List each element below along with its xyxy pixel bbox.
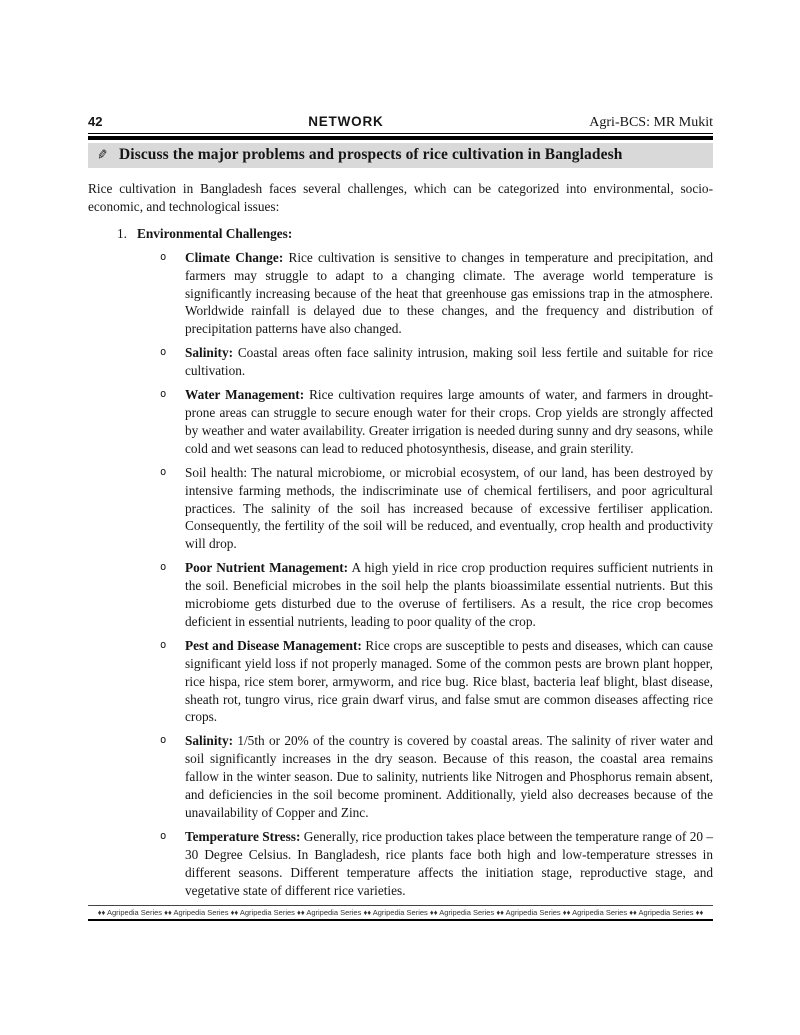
bullet-marker-icon: o <box>160 346 167 359</box>
header-right-title: Agri-BCS: MR Mukit <box>589 115 713 130</box>
question-title: Discuss the major problems and prospects of rice cultivation in Bangladesh <box>119 146 623 163</box>
bullet-text: 1/5th or 20% of the country is covered by coastal areas. The salinity of river water and soil significantly increases in the dry season. Because of this reason, the coastal area remains fallow in the winter season. Due to salinity, nutrients like Nitrogen and Phosphorus remain absent, and deficiencies in the soil become prominent. Additionally, yield also decreases because of the unavailability of Copper and Zinc. <box>185 733 713 820</box>
bullet-label: Poor Nutrient Management: <box>185 560 349 576</box>
bullet-label: Salinity: <box>185 733 234 749</box>
section-number: 1. <box>117 225 127 241</box>
bullet-paragraph <box>185 386 713 458</box>
bullet-paragraph <box>185 249 713 339</box>
bullet-text: Rice crops are susceptible to pests and diseases, which can cause significant yield loss if not properly managed. Some of the common pests are brown plant hopper, rice hispa, rice stem borer, armyworm, and rice bug. Rice blast, bacteria leaf blight, blast disease, sheath rot, tungro virus, rice grain dwarf virus, and false smut are common diseases affecting rice crops. <box>185 637 713 725</box>
bullet-label: Pest and Disease Management: <box>185 637 362 653</box>
bullet-marker-icon: o <box>160 638 167 651</box>
footer-series-text: ♦♦ Agripedia Series ♦♦ Agripedia Series ♦♦ Agripedia Series ♦♦ Agripedia Series ♦♦ Agripedia Series ♦♦ Agripedia Series ♦♦ Agripedia Series ♦♦ Agripedia Series ♦♦ Agripedia Series ♦♦ <box>97 907 704 917</box>
bullet-item <box>88 828 713 900</box>
bullet-label: Water Management: <box>185 387 305 403</box>
bullet-marker-icon: o <box>160 250 167 263</box>
bullet-paragraph <box>185 344 713 380</box>
bullet-marker-icon: o <box>160 829 167 842</box>
bullet-item <box>88 344 713 380</box>
bullet-item <box>88 249 713 339</box>
intro-paragraph: Rice cultivation in Bangladesh faces several challenges, which can be categorized into environmental, socio-economic, and technological issues: <box>88 181 713 214</box>
bullet-item <box>88 386 713 458</box>
bullet-text: Rice cultivation is sensitive to changes in temperature and precipitation, and farmers may struggle to adapt to a changing climate. The average world temperature is significantly increasing because of the heat that greenhouse gas emissions trap in the atmosphere. Worldwide rainfall is delayed due to these changes, and the frequency and distribution of precipitation patterns have also changed. <box>185 249 713 337</box>
header-divider <box>88 136 713 140</box>
bullet-item <box>88 559 713 631</box>
bullet-marker-icon: o <box>160 561 167 574</box>
bullet-text: The natural microbiome, or microbial ecosystem, of our land, has been destroyed by intensive farming methods, the indiscriminate use of chemical fertilisers, and poor agricultural practices. The salinity of the soil has increased because of excessive fertiliser application. Consequently, the fertility of the soil will be reduced, and eventually, crop health and productivity will drop. <box>185 464 713 552</box>
bullet-paragraph <box>185 732 713 822</box>
bullet-label: Salinity: <box>185 345 234 361</box>
bullet-text: A high yield in rice crop production requires sufficient nutrients in the soil. Beneficial microbes in the soil help the plants bioassimilate essential nutrients. But this microbiome gets disturbed due to the overuse of fertilisers. As a result, the rice crop becomes deficient in essential nutrients, leading to poor quality of the crop. <box>185 560 713 629</box>
bullet-text: Generally, rice production takes place between the temperature range of 20 – 30 Degree Celsius. In Bangladesh, rice plants face both high and low-temperature stresses in different seasons. Different temperature affects the initiation stage, reproductive stage, and vegetative state of different rice varieties. <box>185 828 714 898</box>
header-center-title: NETWORK <box>308 114 384 129</box>
bullet-label: Temperature Stress: <box>185 828 301 844</box>
bullet-item <box>88 732 713 822</box>
bullet-text: Coastal areas often face salinity intrusion, making soil less fertile and suitable for rice cultivation. <box>185 345 714 379</box>
bullet-item <box>88 464 713 554</box>
bullet-marker-icon: o <box>160 388 167 401</box>
section-heading <box>88 225 713 243</box>
page-header <box>88 114 713 134</box>
section-title: Environmental Challenges: <box>137 225 293 241</box>
bullet-marker-icon: o <box>160 734 167 747</box>
bullet-paragraph <box>185 637 713 727</box>
bullet-paragraph <box>185 559 713 631</box>
question-heading <box>88 143 713 168</box>
bullet-marker-icon: o <box>160 465 167 478</box>
page-footer <box>88 905 713 921</box>
pencil-icon: ✎ <box>96 146 109 164</box>
bullet-item <box>88 637 713 727</box>
page-number: 42 <box>88 114 103 129</box>
bullet-paragraph <box>185 464 713 554</box>
bullet-label: Soil health: <box>185 464 248 480</box>
bullet-paragraph <box>185 828 713 900</box>
bullet-text: Rice cultivation requires large amounts of water, and farmers in drought-prone areas can struggle to secure enough water for their crops. Crop yields are strongly affected by weather and water availability. Greater irrigation is needed during sunny and dry seasons, while cold and wet seasons can lead to reduced photosynthesis, disease, and grain sterility. <box>185 387 713 456</box>
bullet-label: Climate Change: <box>185 249 284 265</box>
bullet-list <box>88 249 713 900</box>
